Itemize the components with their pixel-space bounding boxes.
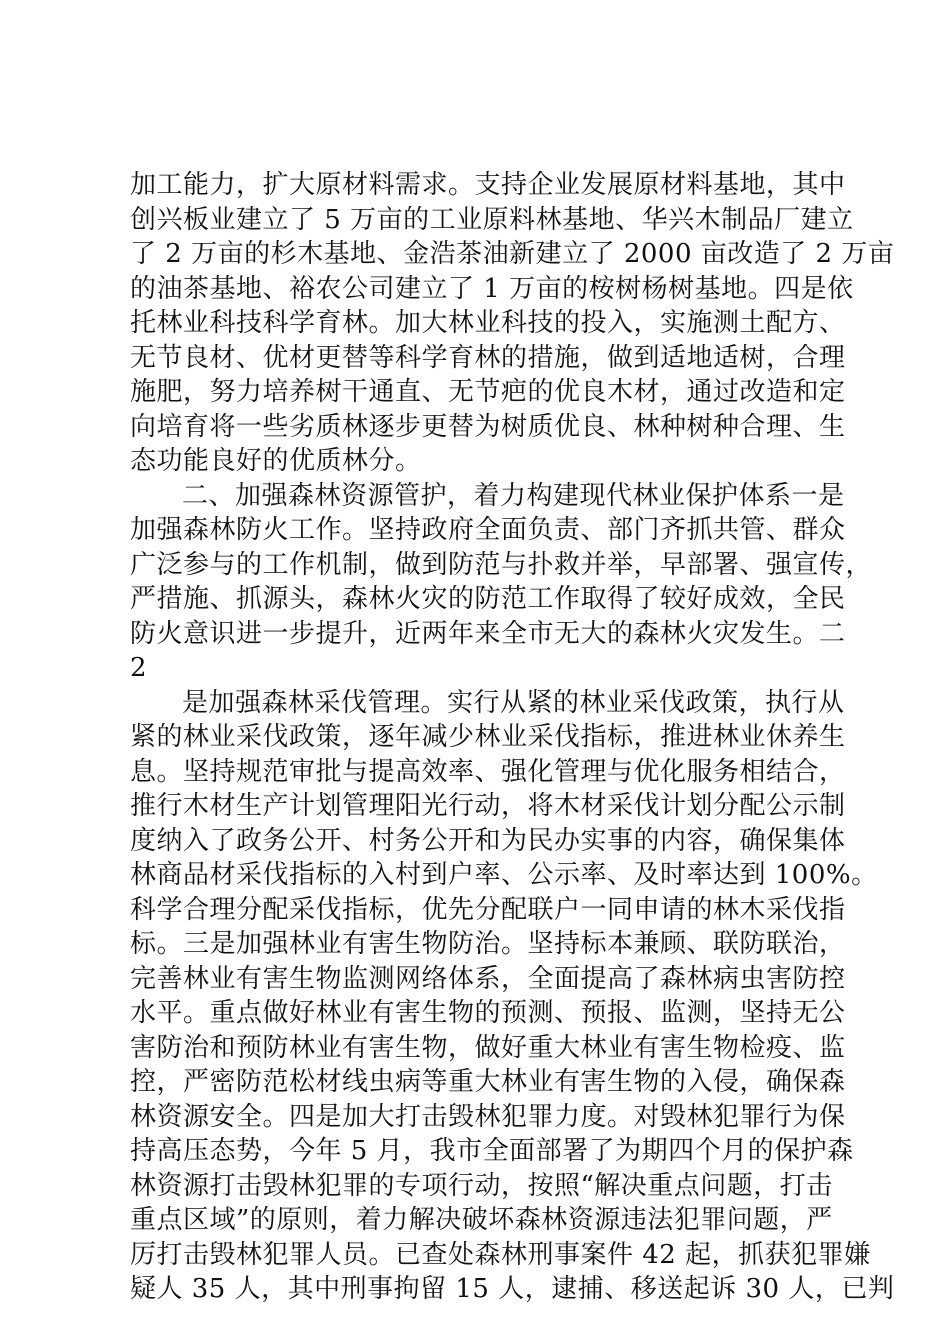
text-line: 广泛参与的工作机制，做到防范与扑救并举，早部署、强宣传， xyxy=(130,549,873,580)
text-line: 完善林业有害生物监测网络体系，全面提高了森林病虫害防控 xyxy=(130,963,846,994)
text-line: 持高压态势，今年 5 月，我市全面部署了为期四个月的保护森 xyxy=(130,1136,854,1166)
text-line: 害防治和预防林业有害生物，做好重大林业有害生物检疫、监 xyxy=(130,1032,846,1063)
paragraph-start-line: 是加强森林采伐管理。实行从紧的林业采伐政策，执行从 xyxy=(182,687,845,718)
text-line: 向培育将一些劣质林逐步更替为树质优良、林种树种合理、生 xyxy=(130,411,846,442)
text-line: 疑人 35 人，其中刑事拘留 15 人，逮捕、移送起诉 30 人，已判 xyxy=(130,1274,895,1304)
body-text xyxy=(130,168,895,1307)
text-line: 标。三是加强林业有害生物防治。坚持标本兼顾、联防联治， xyxy=(130,929,846,959)
text-line: 防火意识进一步提升，近两年来全市无大的森林火灾发生。二 xyxy=(130,618,846,649)
text-line: 林资源打击毁林犯罪的专项行动，按照“解决重点问题，打击 xyxy=(130,1170,833,1201)
text-line: 林资源安全。四是加大打击毁林犯罪力度。对毁林犯罪行为保 xyxy=(130,1101,846,1132)
text-line: 加工能力，扩大原材料需求。支持企业发展原材料基地，其中 xyxy=(130,170,846,200)
text-line: 度纳入了政务公开、村务公开和为民办实事的内容，确保集体 xyxy=(130,825,846,856)
text-line: 控，严密防范松材线虫病等重大林业有害生物的入侵，确保森 xyxy=(130,1067,846,1097)
text-line: 重点区域”的原则，着力解决破坏森林资源违法犯罪问题，严 xyxy=(130,1205,833,1235)
text-line: 推行木材生产计划管理阳光行动，将木材采伐计划分配公示制 xyxy=(130,791,846,821)
text-line: 加强森林防火工作。坚持政府全面负责、部门齐抓共管、群众 xyxy=(130,515,846,545)
text-line: 的油茶基地、裕农公司建立了 1 万亩的桉树杨树基地。四是依 xyxy=(130,273,854,304)
text-line: 严措施、抓源头，森林火灾的防范工作取得了较好成效，全民 xyxy=(130,584,846,614)
text-line: 厉打击毁林犯罪人员。已查处森林刑事案件 42 起，抓获犯罪嫌 xyxy=(130,1239,871,1270)
text-line: 施肥，努力培养树干通直、无节疤的优良木材，通过改造和定 xyxy=(130,377,846,407)
text-line: 托林业科技科学育林。加大林业科技的投入，实施测土配方、 xyxy=(130,308,846,338)
text-line: 了 2 万亩的杉木基地、金浩茶油新建立了 2000 亩改造了 2 万亩 xyxy=(130,239,895,269)
text-line: 息。坚持规范审批与提高效率、强化管理与优化服务相结合， xyxy=(130,756,846,787)
paragraph-start-line: 二、加强森林资源管护，着力构建现代林业保护体系一是 xyxy=(182,480,845,511)
text-line: 创兴板业建立了 5 万亩的工业原料林基地、华兴木制品厂建立 xyxy=(130,204,854,235)
text-line: 无节良材、优材更替等科学育林的措施，做到适地适树，合理 xyxy=(130,342,846,373)
text-line: 林商品材采伐指标的入村到户率、公示率、及时率达到 100%。 xyxy=(130,860,878,890)
text-line: 2 xyxy=(130,653,148,683)
text-line: 态功能良好的优质林分。 xyxy=(130,446,422,476)
text-line: 科学合理分配采伐指标，优先分配联户一同申请的林木采伐指 xyxy=(130,894,846,925)
text-line: 紧的林业采伐政策，逐年减少林业采伐指标，推进林业休养生 xyxy=(130,722,846,752)
text-line: 水平。重点做好林业有害生物的预测、预报、监测，坚持无公 xyxy=(130,998,846,1028)
